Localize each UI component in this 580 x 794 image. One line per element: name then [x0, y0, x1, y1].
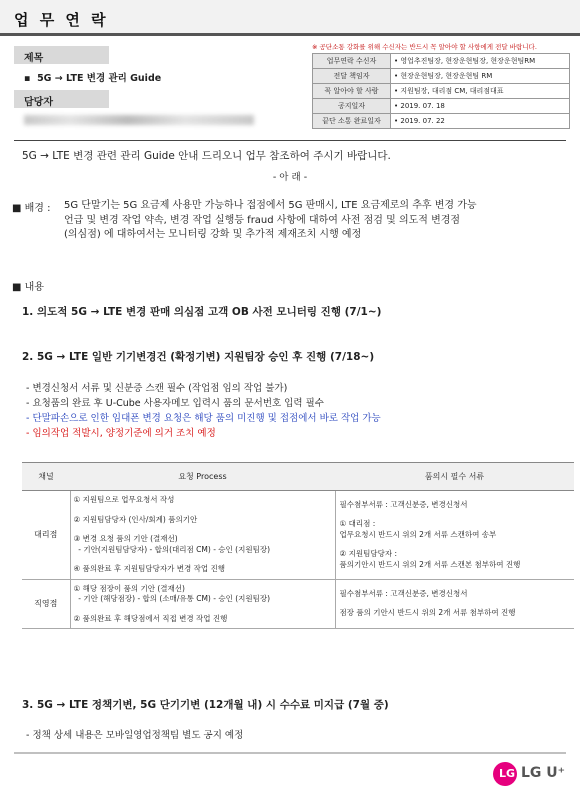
process-line: ② 품의완료 후 해당점에서 직접 변경 작업 진행: [73, 613, 228, 623]
subject-block: [14, 46, 304, 128]
footer-divider: [14, 752, 566, 754]
table-row: [22, 491, 574, 580]
process-line: ① 지원팀으로 업무요청서 작성: [73, 495, 175, 504]
docs-line: 품의기안시 반드시 위의 2개 서류 스캔본 첨부하여 진행: [339, 559, 521, 569]
bullet-glyph: •: [394, 87, 401, 95]
meta-value-text: 2019. 07. 22: [400, 117, 445, 125]
meta-value: [391, 84, 570, 99]
spacer: [340, 540, 571, 549]
header-divider: [14, 140, 566, 141]
s2-item: - 변경신청서 서류 및 신분증 스캔 필수 (작업점 임의 작업 불가): [26, 383, 288, 394]
background-heading: ■ 배경 :: [12, 203, 51, 214]
meta-value-text: 현장운현팀장, 현장운현팀 RM: [400, 72, 493, 80]
meta-value: [391, 54, 570, 69]
col-header-channel: 채널: [22, 463, 70, 491]
spacer: [74, 555, 332, 564]
process-table: [22, 462, 574, 629]
background-text: [64, 199, 564, 243]
logo-text: LG U⁺: [521, 765, 566, 781]
process-line: - 기안 (해당점장) - 합의 (소매/유통 CM) - 승인 (지원팀장): [73, 594, 271, 603]
meta-value: [391, 114, 570, 129]
spacer: [74, 525, 332, 534]
table-row: [22, 579, 574, 629]
docs-line: ① 대리점 :: [339, 519, 376, 528]
section-3-title: 3. 5G → LTE 정책기변, 5G 단기기변 (12개월 내) 시 수수료 미지급 (7월 중): [22, 699, 389, 711]
background-line: 언급 및 변경 작업 약속, 변경 작업 실행등 fraud 사항에 대하여 사전 점검 및 의도적 변경점: [64, 214, 461, 226]
bullet-glyph: •: [394, 117, 401, 125]
meta-row: [313, 99, 570, 114]
s2-item: - 요청품의 완료 후 U-Cube 사용자메모 입력시 품의 문서번호 입력 필수: [26, 398, 324, 409]
lg-uplus-logo: [493, 762, 573, 788]
bullet-glyph: •: [394, 102, 401, 110]
process-line: - 기안(지원팀담당자) - 합의(대리점 CM) - 승인 (지원팀장): [73, 544, 270, 554]
meta-key: 업무연락 수신자: [313, 54, 391, 69]
subject-value: 5G → LTE 변경 관리 Guide: [37, 73, 162, 84]
docs-line: 점장 품의 기안시 반드시 위의 2개 서류 첨부하여 진행: [339, 608, 516, 618]
background-line: (의심점) 에 대하여서는 모니터링 강화 및 추가적 제재조치 시행 예정: [64, 229, 362, 240]
meta-key: 끝단 소통 완료일자: [313, 114, 391, 129]
process-line: ④ 품의완료 후 지원팀담당자가 변경 작업 진행: [73, 564, 225, 573]
channel-cell: 직영점: [22, 579, 70, 629]
channel-cell: 대리점: [22, 491, 70, 580]
spacer: [340, 510, 571, 519]
process-cell: [70, 491, 335, 580]
s3-item: - 정책 상세 내용은 모바일영업정책팀 별도 공지 예정: [26, 730, 244, 741]
section-1-title: 1. 의도적 5G → LTE 변경 판매 의심점 고객 OB 사전 모니터링 진행 (7/1~): [22, 306, 382, 318]
docs-line: 필수첨부서류 : 고객신분증, 변경신청서: [339, 499, 468, 509]
bullet-glyph: •: [394, 72, 401, 80]
process-cell: [70, 579, 335, 629]
spacer: [340, 599, 571, 608]
meta-value: [391, 69, 570, 84]
owner-redacted: [24, 115, 254, 125]
spacer: [74, 605, 332, 614]
meta-row: [313, 114, 570, 129]
distribution-note: ※ 공단소통 강화를 위해 수신자는 반드시 꼭 알아야 할 사항에게 전달 바랍니다.: [312, 43, 537, 51]
meta-key: 전달 책임자: [313, 69, 391, 84]
spacer: [74, 506, 332, 515]
process-line: ③ 변경 요청 품의 기안 (결재선): [73, 534, 178, 543]
meta-row: [313, 84, 570, 99]
document-title: 업 무 연 락: [14, 11, 109, 29]
title-bar: [0, 0, 580, 36]
process-line: ① 해당 점장이 품의 기안 (결재선): [73, 583, 185, 593]
meta-value: [391, 99, 570, 114]
meta-value-text: 2019. 07. 18: [400, 102, 445, 110]
bullet-glyph: •: [394, 57, 401, 65]
docs-line: ② 지원팀담당자 :: [339, 549, 397, 558]
docs-line: 업무요청시 반드시 위의 2개 서류 스캔하여 송부: [339, 529, 497, 539]
docs-line: 필수첨부서류 : 고객신분증, 변경신청서: [339, 588, 468, 598]
meta-key: 꼭 알아야 할 사람: [313, 84, 391, 99]
meta-value-text: 영업추진팀장, 현장운현팀장, 현장운현팀RM: [400, 57, 536, 65]
meta-table: [312, 53, 570, 129]
s2-item-blue: - 단말파손으로 인한 임대폰 변경 요청은 해당 품의 미진행 및 접점에서 바로 작업 가능: [26, 413, 381, 424]
lg-face-icon: LG: [493, 762, 517, 786]
section-2-title: 2. 5G → LTE 일반 기기변경건 (확정기변) 지원팀장 승인 후 진행 (7/18~): [22, 351, 375, 363]
meta-row: [313, 69, 570, 84]
docs-cell: [335, 579, 574, 629]
docs-cell: [335, 491, 574, 580]
background-line: 5G 단말기는 5G 요금제 사용만 가능하나 접점에서 5G 판매시, LTE 요금제로의 추후 변경 가능: [64, 200, 477, 211]
owner-label: 담당자: [14, 90, 109, 108]
meta-value-text: 지원팀장, 대리점 CM, 대리점대표: [400, 87, 504, 95]
col-header-docs: 품의시 필수 서류: [335, 463, 574, 491]
intro-text: 5G → LTE 변경 관련 관리 Guide 안내 드리오니 업무 참조하여 주시기 바랍니다.: [22, 150, 391, 162]
content-heading: ■ 내용: [12, 282, 44, 293]
meta-key: 공지일자: [313, 99, 391, 114]
col-header-process: 요청 Process: [70, 463, 335, 491]
meta-row: [313, 54, 570, 69]
subject-label: 제목: [14, 46, 109, 64]
process-line: ② 지원팀담당자 (인사/회계) 품의기안: [73, 514, 198, 524]
subject-text: ▪ 5G → LTE 변경 관리 Guide: [24, 73, 162, 84]
s2-item-red: - 임의작업 적발시, 양정기준에 의거 조치 예정: [26, 428, 216, 439]
ara-marker: - 아 래 -: [272, 172, 308, 183]
